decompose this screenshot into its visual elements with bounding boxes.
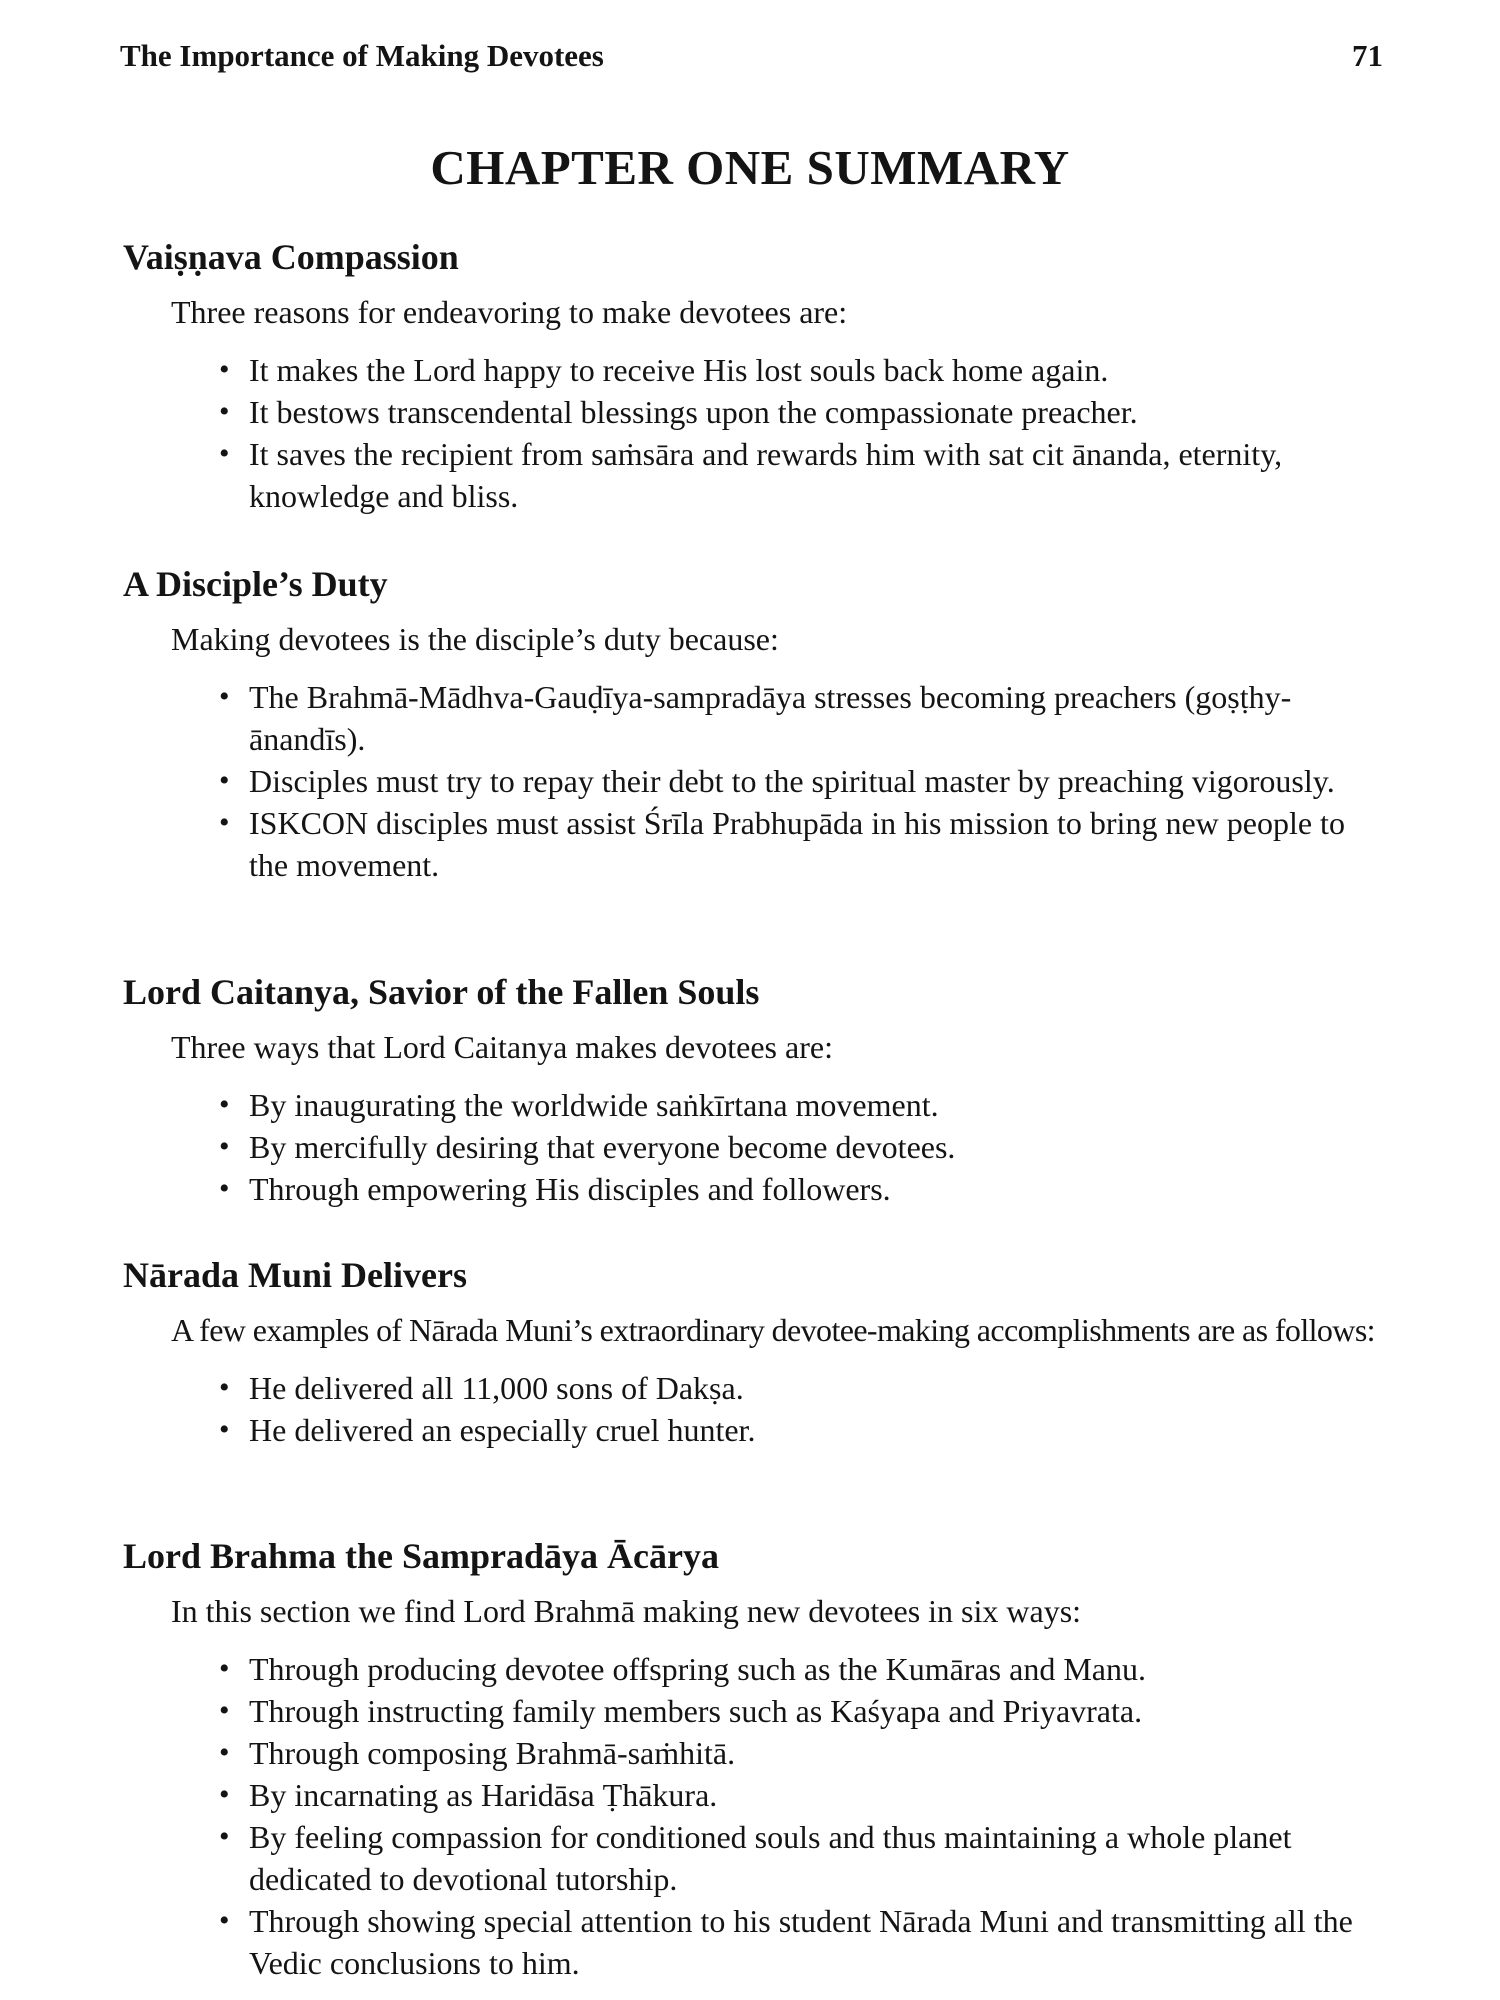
bullet-list: [123, 1648, 1388, 1984]
section-intro: Making devotees is the disciple’s duty because:: [171, 621, 779, 657]
list-item: [123, 1732, 1388, 1774]
list-item-text: Through composing Brahmā-saṁhitā.: [249, 1735, 736, 1771]
list-item: [123, 1690, 1388, 1732]
page-number: 71: [1352, 38, 1383, 73]
section-heading: Nārada Muni Delivers: [123, 1255, 467, 1295]
running-head: [120, 36, 1383, 76]
bullet-icon: •: [219, 353, 230, 386]
list-item: [123, 391, 1388, 433]
list-item: [123, 1774, 1388, 1816]
section-heading: A Disciple’s Duty: [123, 564, 388, 604]
section-intro: In this section we find Lord Brahmā making new devotees in six ways:: [171, 1593, 1082, 1629]
bullet-icon: •: [219, 1371, 230, 1404]
bullet-list: [123, 349, 1388, 517]
bullet-icon: •: [219, 437, 230, 470]
list-item-text: Through producing devotee offspring such as the Kumāras and Manu.: [249, 1651, 1146, 1687]
list-item: [123, 1168, 1388, 1210]
bullet-icon: •: [219, 1088, 230, 1121]
list-item-text: He delivered an especially cruel hunter.: [249, 1412, 756, 1448]
bullet-icon: •: [219, 1778, 230, 1811]
section-lord-brahma: [123, 1532, 1388, 1984]
list-item-text: By incarnating as Haridāsa Ṭhākura.: [249, 1777, 718, 1813]
running-title: The Importance of Making Devotees: [120, 38, 604, 73]
bullet-icon: •: [219, 1172, 230, 1205]
bullet-list: [123, 676, 1388, 886]
list-item-text: Through showing special attention to his student Nārada Muni and transmitting all the Vedic conclusions to him.: [249, 1903, 1353, 1981]
bullet-icon: •: [219, 1736, 230, 1769]
bullet-icon: •: [219, 1694, 230, 1727]
list-item-text: Through instructing family members such as Kaśyapa and Priyavrata.: [249, 1693, 1143, 1729]
bullet-icon: •: [219, 395, 230, 428]
section-intro: A few examples of Nārada Muni’s extraordinary devotee-making accomplishments are as follows:: [171, 1312, 1375, 1348]
bullet-icon: •: [219, 1413, 230, 1446]
list-item-text: The Brahmā-Mādhva-Gauḍīya-sampradāya stresses becoming preachers (goṣṭhy-ānandīs).: [249, 679, 1292, 757]
bullet-icon: •: [219, 764, 230, 797]
list-item-text: By feeling compassion for conditioned souls and thus maintaining a whole planet dedicated to devotional tutorship.: [249, 1819, 1292, 1897]
list-item: [123, 1367, 1388, 1409]
list-item-text: By inaugurating the worldwide saṅkīrtana movement.: [249, 1087, 939, 1123]
list-item: [123, 802, 1388, 886]
list-item-text: He delivered all 11,000 sons of Dakṣa.: [249, 1370, 744, 1406]
list-item-text: By mercifully desiring that everyone become devotees.: [249, 1129, 956, 1165]
list-item: [123, 1084, 1388, 1126]
section-lord-caitanya: [123, 968, 1388, 1210]
list-item-text: It saves the recipient from saṁsāra and rewards him with sat cit ānanda, eternity, knowledge and bliss.: [249, 436, 1283, 514]
bullet-icon: •: [219, 1652, 230, 1685]
bullet-icon: •: [219, 680, 230, 713]
bullet-icon: •: [219, 1820, 230, 1853]
list-item: [123, 1648, 1388, 1690]
bullet-list: [123, 1367, 1388, 1451]
section-heading: Vaiṣṇava Compassion: [123, 237, 459, 277]
list-item-text: ISKCON disciples must assist Śrīla Prabhupāda in his mission to bring new people to the movement.: [249, 805, 1345, 883]
bullet-icon: •: [219, 806, 230, 839]
section-narada-muni: [123, 1251, 1388, 1451]
list-item-text: It makes the Lord happy to receive His lost souls back home again.: [249, 352, 1109, 388]
list-item: [123, 676, 1388, 760]
section-disciples-duty: [123, 560, 1388, 886]
section-intro: Three reasons for endeavoring to make devotees are:: [171, 294, 848, 330]
list-item: [123, 349, 1388, 391]
section-vaisnava-compassion: [123, 233, 1388, 517]
list-item: [123, 760, 1388, 802]
chapter-title: CHAPTER ONE SUMMARY: [430, 140, 1070, 195]
list-item: [123, 1900, 1388, 1984]
bullet-icon: •: [219, 1904, 230, 1937]
section-intro: Three ways that Lord Caitanya makes devotees are:: [171, 1029, 833, 1065]
list-item: [123, 433, 1388, 517]
list-item: [123, 1816, 1388, 1900]
section-heading: Lord Caitanya, Savior of the Fallen Souls: [123, 972, 760, 1012]
bullet-list: [123, 1084, 1388, 1210]
section-heading: Lord Brahma the Sampradāya Ācārya: [123, 1536, 719, 1576]
list-item: [123, 1409, 1388, 1451]
list-item-text: It bestows transcendental blessings upon the compassionate preacher.: [249, 394, 1138, 430]
list-item-text: Disciples must try to repay their debt to the spiritual master by preaching vigorously.: [249, 763, 1335, 799]
list-item: [123, 1126, 1388, 1168]
bullet-icon: •: [219, 1130, 230, 1163]
list-item-text: Through empowering His disciples and followers.: [249, 1171, 891, 1207]
